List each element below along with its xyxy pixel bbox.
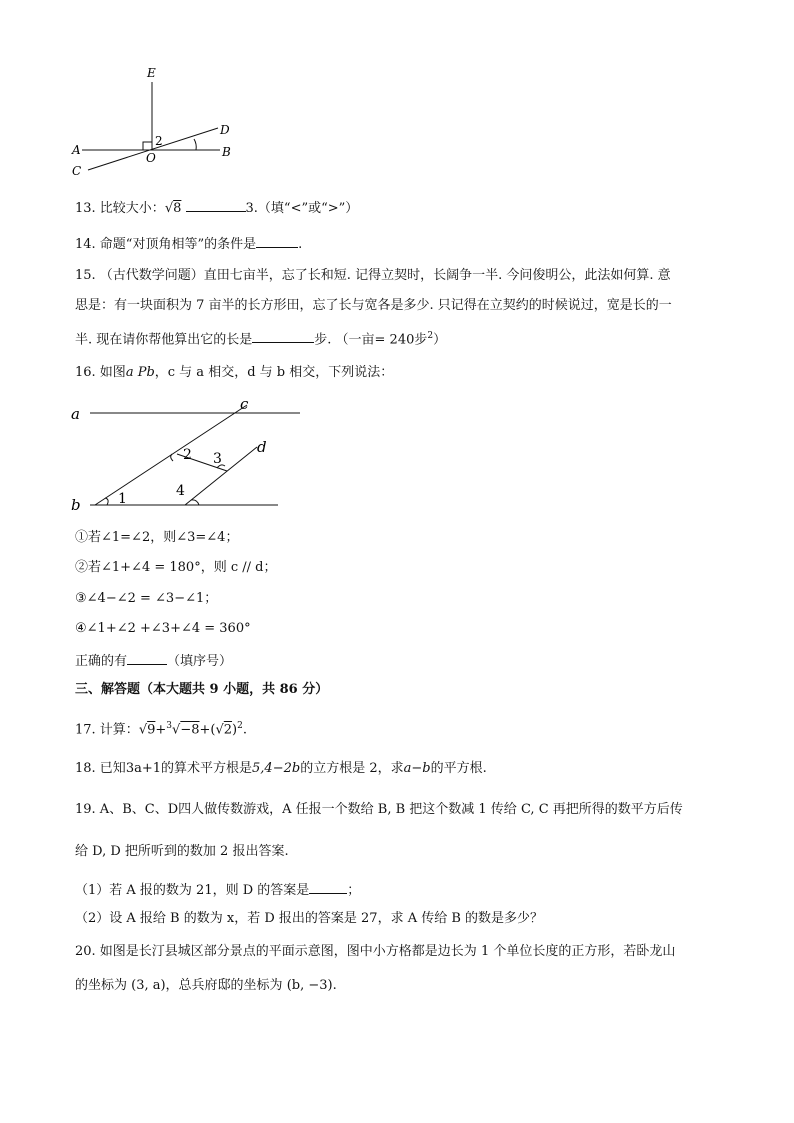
q15-line3-a: 半. 现在请你帮他算出它的长是: [75, 332, 253, 348]
label-B: B: [222, 145, 231, 159]
q16-head-a: 16. 如图: [75, 365, 126, 380]
q16-option-4: ④∠1+∠2 +∠3+∠4 = 360°: [75, 621, 251, 636]
q17-plus-2: +: [199, 722, 211, 738]
q20-line2: 的坐标为 (3, a)，总兵府邸的坐标为 (b, −3).: [75, 978, 337, 993]
q16-option-3: ③∠4−∠2 = ∠3−∠1；: [75, 591, 218, 606]
question-18: [75, 759, 487, 779]
label-A: A: [72, 143, 81, 157]
label-a: a: [71, 405, 80, 423]
q16-answer: [75, 650, 232, 672]
q17-prefix: 17. 计算：: [75, 722, 139, 738]
q19-sub1: [75, 879, 360, 901]
q18-c: 的算术平方根是: [161, 761, 253, 776]
q19-line2: 给 D, D 把所听到的数加 2 报出答案.: [75, 844, 289, 859]
q16-option-2: ②若∠1+∠4 = 180°，则 c // d；: [75, 560, 277, 575]
q15-line3: [75, 326, 446, 350]
label-1: 1: [118, 491, 127, 507]
q13-prefix: 13. 比较大小：: [75, 201, 165, 216]
q13-suffix: 3.（填“<”或“>”）: [245, 201, 359, 216]
cube-index: 3: [166, 721, 173, 731]
sqrt-8: √8: [164, 201, 182, 216]
label-4: 4: [176, 483, 185, 499]
question-17: [75, 716, 247, 740]
q14-blank[interactable]: [256, 233, 298, 248]
q16-option-1: ①若∠1=∠2，则∠3=∠4；: [75, 530, 239, 545]
figure-parallel-lines: [65, 395, 310, 520]
q15-line2: 思是：有一块面积为 7 亩半的长方形田，忘了长与宽各是多少. 只记得在立契约的时候说过，宽是长的一: [75, 298, 672, 313]
q19-line1: 19. A、B、C、D四人做传数游戏，A 任报一个数给 B, B 把这个数减 1 传给 C, C 再把所得的数平方后传: [75, 802, 683, 817]
q18-e: 的立方根是 2，求: [300, 761, 404, 776]
question-14: [75, 233, 302, 255]
q17-end: .: [242, 722, 247, 738]
q14-text: 14. 命题“对顶角相等”的条件是: [75, 237, 257, 252]
q19-sub1-b: ；: [347, 883, 361, 898]
section-3-heading: 三、解答题（本大题共 9 小题，共 86 分）: [75, 682, 329, 697]
figure-angle-lines: [60, 62, 250, 182]
label-2: 2: [155, 134, 163, 148]
q18-a: 18. 已知: [75, 761, 126, 776]
q13-blank[interactable]: [186, 197, 246, 212]
paren-sqrt-2: (√2): [210, 722, 238, 738]
label-E: E: [147, 66, 156, 80]
q16-answer-a: 正确的有: [75, 654, 128, 669]
q16-blank[interactable]: [127, 650, 167, 665]
q17-exponent: 2: [237, 721, 243, 731]
q15-line1: 15. （古代数学问题）直田七亩半，忘了长和短. 记得立契时，长阔争一半. 今问俊明公，此法如何算. 意: [75, 268, 671, 283]
cbrt-neg8: √−8: [172, 722, 200, 738]
q16-head-b: a Pb: [125, 365, 155, 380]
q20-line1: 20. 如图是长汀县城区部分景点的平面示意图，图中小方格都是边长为 1 个单位长度的正方形，若卧龙山: [75, 944, 676, 959]
q15-blank[interactable]: [252, 328, 314, 343]
q16-answer-b: （填序号）: [167, 654, 233, 669]
q14-end: .: [298, 237, 303, 252]
question-16-head: [75, 363, 393, 383]
sqrt-9: √9: [138, 722, 156, 738]
q15-sup: 2: [427, 331, 434, 341]
q15-line3-c: ）: [433, 332, 447, 348]
label-C: C: [72, 164, 82, 178]
label-3: 3: [213, 451, 222, 467]
label-d: d: [257, 438, 267, 456]
q19-blank[interactable]: [309, 879, 347, 894]
label-O: O: [146, 151, 156, 165]
q19-sub2: （2）设 A 报给 B 的数为 x，若 D 报出的答案是 27，求 A 传给 B 的数是多少？: [75, 911, 544, 926]
label-b: b: [71, 496, 81, 514]
q18-g: 的平方根.: [430, 761, 487, 776]
q18-d: 5,4−2b: [252, 761, 301, 776]
q17-plus-1: +: [155, 722, 167, 738]
label-c: c: [240, 395, 249, 413]
question-13: [75, 197, 358, 219]
q18-b: 3a+1: [125, 761, 161, 776]
label-2: 2: [183, 447, 192, 463]
q16-head-c: ，c 与 a 相交，d 与 b 相交，下列说法：: [154, 365, 394, 380]
label-D: D: [220, 123, 230, 137]
q19-sub1-a: （1）若 A 报的数为 21，则 D 的答案是: [75, 883, 310, 898]
q18-f: a−b: [403, 761, 431, 776]
q15-line3-b: 步. （一亩= 240步: [314, 332, 428, 348]
